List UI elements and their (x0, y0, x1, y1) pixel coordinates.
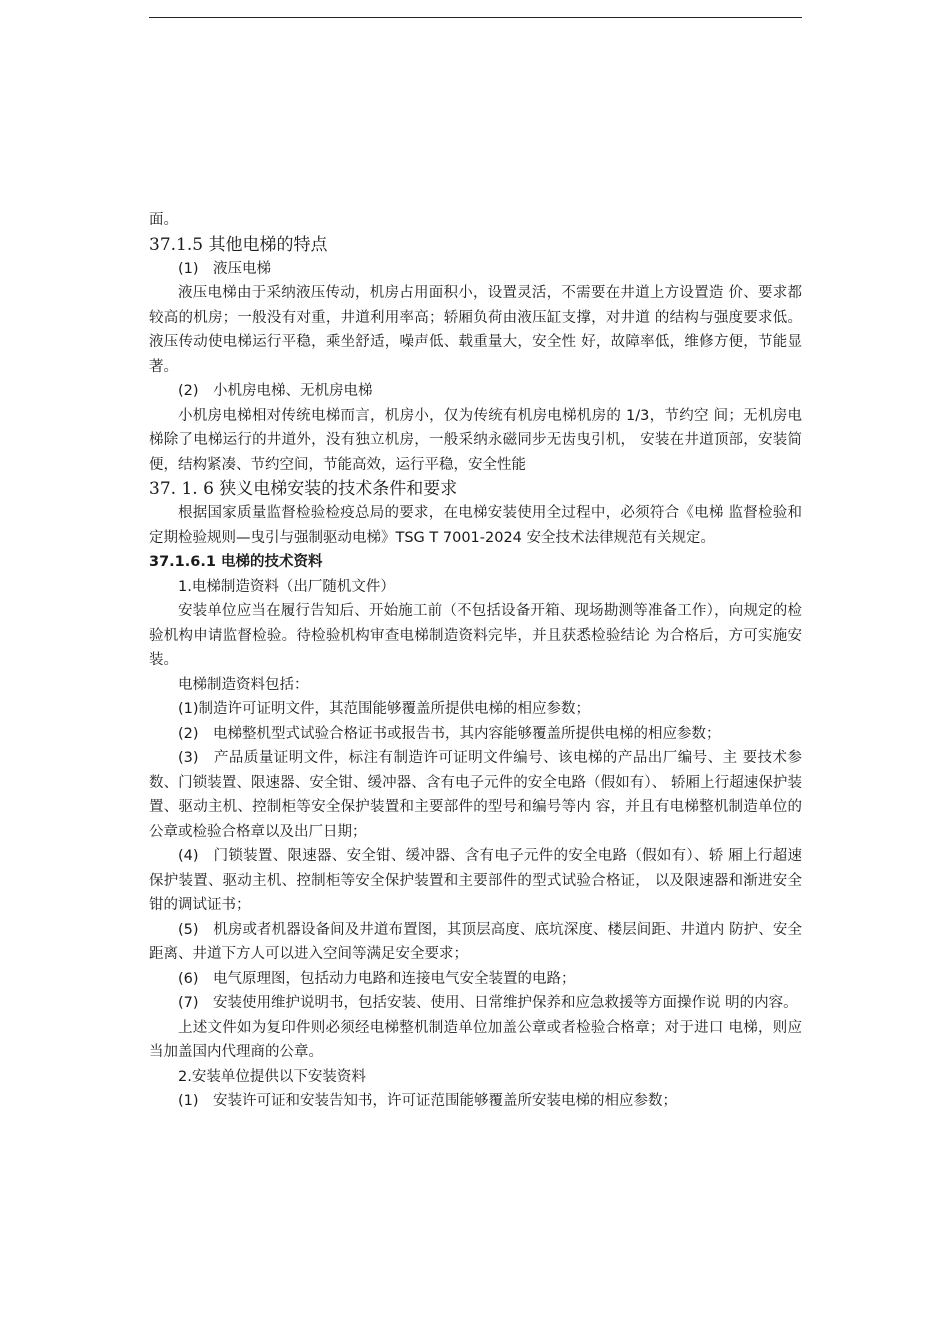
list-item: (4) 门锁装置、限速器、安全钳、缓冲器、含有电子元件的安全电路（假如有）、轿 厢上行超速保护装置、驱动主机、控制柜等安全保护装置和主要部件的型式试验合格证， 以及限速器和渐进安全钳的调试证书； (149, 848, 802, 913)
list-item: (6) 电气原理图，包括动力电路和连接电气安全装置的电路； (178, 970, 576, 987)
list-item: (2) 电梯整机型式试验合格证书或报告书，其内容能够覆盖所提供电梯的相应参数； (178, 725, 721, 742)
header-rule (149, 17, 802, 18)
document-body (149, 208, 802, 1114)
section-intro: 根据国家质量监督检验检疫总局的要求，在电梯安装使用全过程中，必须符合《电梯 监督检验和定期检验规则—曳引与强制驱动电梯》TSG T 7001-2024 安全技术法律规范有关规定。 (149, 505, 802, 546)
section-heading-3716: 37. 1. 6 狭义电梯安装的技术条件和要求 (149, 479, 458, 499)
lead-text: 面。 (149, 212, 178, 228)
subsection-title-1: 1.电梯制造资料（出厂随机文件） (178, 578, 395, 595)
copy-note: 上述文件如为复印件则必须经电梯整机制造单位加盖公章或者检验合格章；对于进口 电梯，则应当加盖国内代理商的公章。 (149, 1019, 802, 1060)
subsection-title-2: 2.安装单位提供以下安装资料 (178, 1068, 366, 1085)
item-hydraulic-title: (1) 液压电梯 (178, 260, 272, 277)
list-item: (5) 机房或者机器设备间及井道布置图，其顶层高度、底坑深度、楼层间距、井道内 防护、安全距离、井道下方人可以进入空间等满足安全要求； (149, 921, 802, 962)
list-item: (1)制造许可证明文件，其范围能够覆盖所提供电梯的相应参数； (178, 701, 591, 717)
section-heading-37161: 37.1.6.1 电梯的技术资料 (149, 554, 323, 570)
item-small-room-body: 小机房电梯相对传统电梯而言，机房小，仅为传统有机房电梯机房的 1/3，节约空 间；无机房电梯除了电梯运行的井道外，没有独立机房，一般采纳永磁同步无齿曳引机， 安装在井道顶部，安装简便，结构紧凑、节约空间，节能高效，运行平稳，安全性能 (149, 407, 802, 473)
list-intro: 电梯制造资料包括： (178, 676, 309, 693)
section-heading-3715: 37.1.5 其他电梯的特点 (149, 234, 328, 255)
subsection-item: (1) 安装许可证和安装告知书，许可证范围能够覆盖所安装电梯的相应参数； (178, 1093, 678, 1109)
item-hydraulic-body: 液压电梯由于采纳液压传动，机房占用面积小，设置灵活，不需要在井道上方设置造 价、要求都较高的机房；一般没有对重，井道利用率高；轿厢负荷由液压缸支撑，对井道 的结构与强度要求低。液压传动使电梯运行平稳，乘坐舒适，噪声低、载重量大，安全性 好，故障率低，维修方便，节能显著。 (149, 285, 802, 375)
subsection-body-1: 安装单位应当在履行告知后、开始施工前（不包括设备开箱、现场勘测等准备工作），向规定的检验机构申请监督检验。待检验机构审查电梯制造资料完毕，并且获悉检验结论 为合格后，方可实施安装。 (149, 603, 802, 668)
item-small-room-title: (2) 小机房电梯、无机房电梯 (178, 383, 373, 399)
list-item: (3) 产品质量证明文件，标注有制造许可证明文件编号、该电梯的产品出厂编号、主 要技术参数、门锁装置、限速器、安全钳、缓冲器、含有电子元件的安全电路（假如有）、 轿厢上行超速保护装置、驱动主机、控制柜等安全保护装置和主要部件的型号和编号等内 容，并且有电梯整机制造单位的公章或检验合格章以及出厂日期； (149, 750, 802, 840)
list-item: (7) 安装使用维护说明书，包括安装、使用、日常维护保养和应急救援等方面操作说 明的内容。 (178, 995, 798, 1011)
